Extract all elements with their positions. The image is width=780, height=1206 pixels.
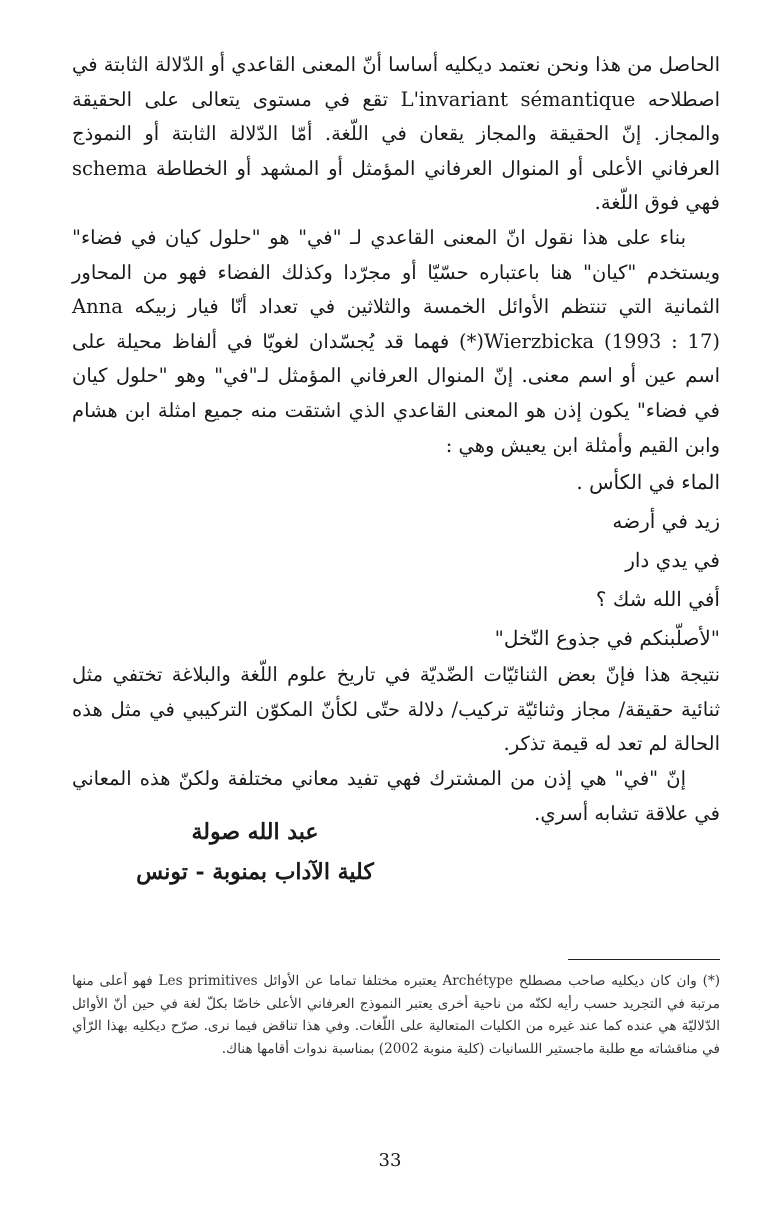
footnote	[72, 970, 720, 1061]
example-item: "لأصلّبنكم في جذوع النّخل"	[494, 626, 720, 651]
example-item: في يدي دار	[625, 548, 720, 573]
signature-block	[130, 812, 380, 892]
paragraph-4: إنّ "في" هي إذن من المشترك فهي تفيد معاني مختلفة ولكنّ هذه المعاني في علاقة تشابه أسري.	[72, 766, 720, 825]
examples-list	[72, 463, 720, 658]
author-affiliation: كلية الآداب بمنوبة - تونس	[136, 859, 374, 885]
example-item: الماء في الكأس .	[576, 470, 720, 495]
page-number: 33	[378, 1150, 402, 1171]
paragraph-1: الحاصل من هذا ونحن نعتمد ديكليه أساسا أنّ المعنى القاعدي أو الدّلالة الثابتة في اصطلاحه L'invariant sémantique تقع في مستوى يتعالى على الحقيقة والمجاز. إنّ الحقيقة والمجاز يقعان في اللّغة. أمّا الدّلالة الثابتة أو النموذج العرفاني الأعلى أو المنوال العرفاني المؤمثل أو المشهد أو الخطاطة schema فهي فوق اللّغة.	[72, 53, 720, 215]
body-text	[72, 48, 720, 831]
example-item: زيد في أرضه	[612, 509, 720, 534]
paragraph-3: نتيجة هذا فإنّ بعض الثنائيّات الضّديّة في تاريخ علوم اللّغة والبلاغة تختفي مثل ثنائية حقيقة/ مجاز وثنائيّة تركيب/ دلالة حتّى لكأنّ المكوّن التركيبي في مثل هذه الحالة لم تعد له قيمة تذكر.	[72, 663, 720, 756]
example-item: أفي الله شك ؟	[595, 587, 720, 612]
author-name: عبد الله صولة	[191, 819, 319, 845]
footnote-text: (*) وان كان ديكليه صاحب مصطلح Archétype يعتبره مختلفا تماما عن الأوائل Les primitives فهو أعلى منها مرتبة في التجريد حسب رأيه لكنّه من ناحية أخرى يعتبر النموذج العرفاني الأعلى خاصّا بكلّ لغة في حين أنّ الأوائل الدّلاليّة هي عنده كما عند غيره من الكليات المتعالية على اللّغات. وفي هذا تناقض فيما نرى. صرّح ديكليه بهذا الرّأي في مناقشاته مع طلبة ماجستير اللسانيات (كلية منوبة 2002) بمناسبة ندوات أقامها هناك.	[72, 973, 721, 1058]
paragraph-2: بناء على هذا نقول انّ المعنى القاعدي لـ "في" هو "حلول كيان في فضاء" ويستخدم "كيان" هنا باعتباره حسّيّا أو مجرّدا وكذلك الفضاء فهو من المحاور الثمانية التي تنتظم الأوائل الخمسة والثلاثين في تعداد أنّا فيار زبيكه Anna Wierzbicka (1993 : 17)(*) فهما قد يُجسّدان لغويّا في ألفاظ محيلة على اسم عين أو اسم معنى. إنّ المنوال العرفاني المؤمثل لـ"في" وهو "حلول كيان في فضاء" يكون إذن هو المعنى القاعدي الذي اشتقت منه جميع امثلة ابن هشام وابن القيم وأمثلة ابن يعيش وهي :	[72, 225, 720, 457]
footnote-separator	[568, 959, 720, 960]
